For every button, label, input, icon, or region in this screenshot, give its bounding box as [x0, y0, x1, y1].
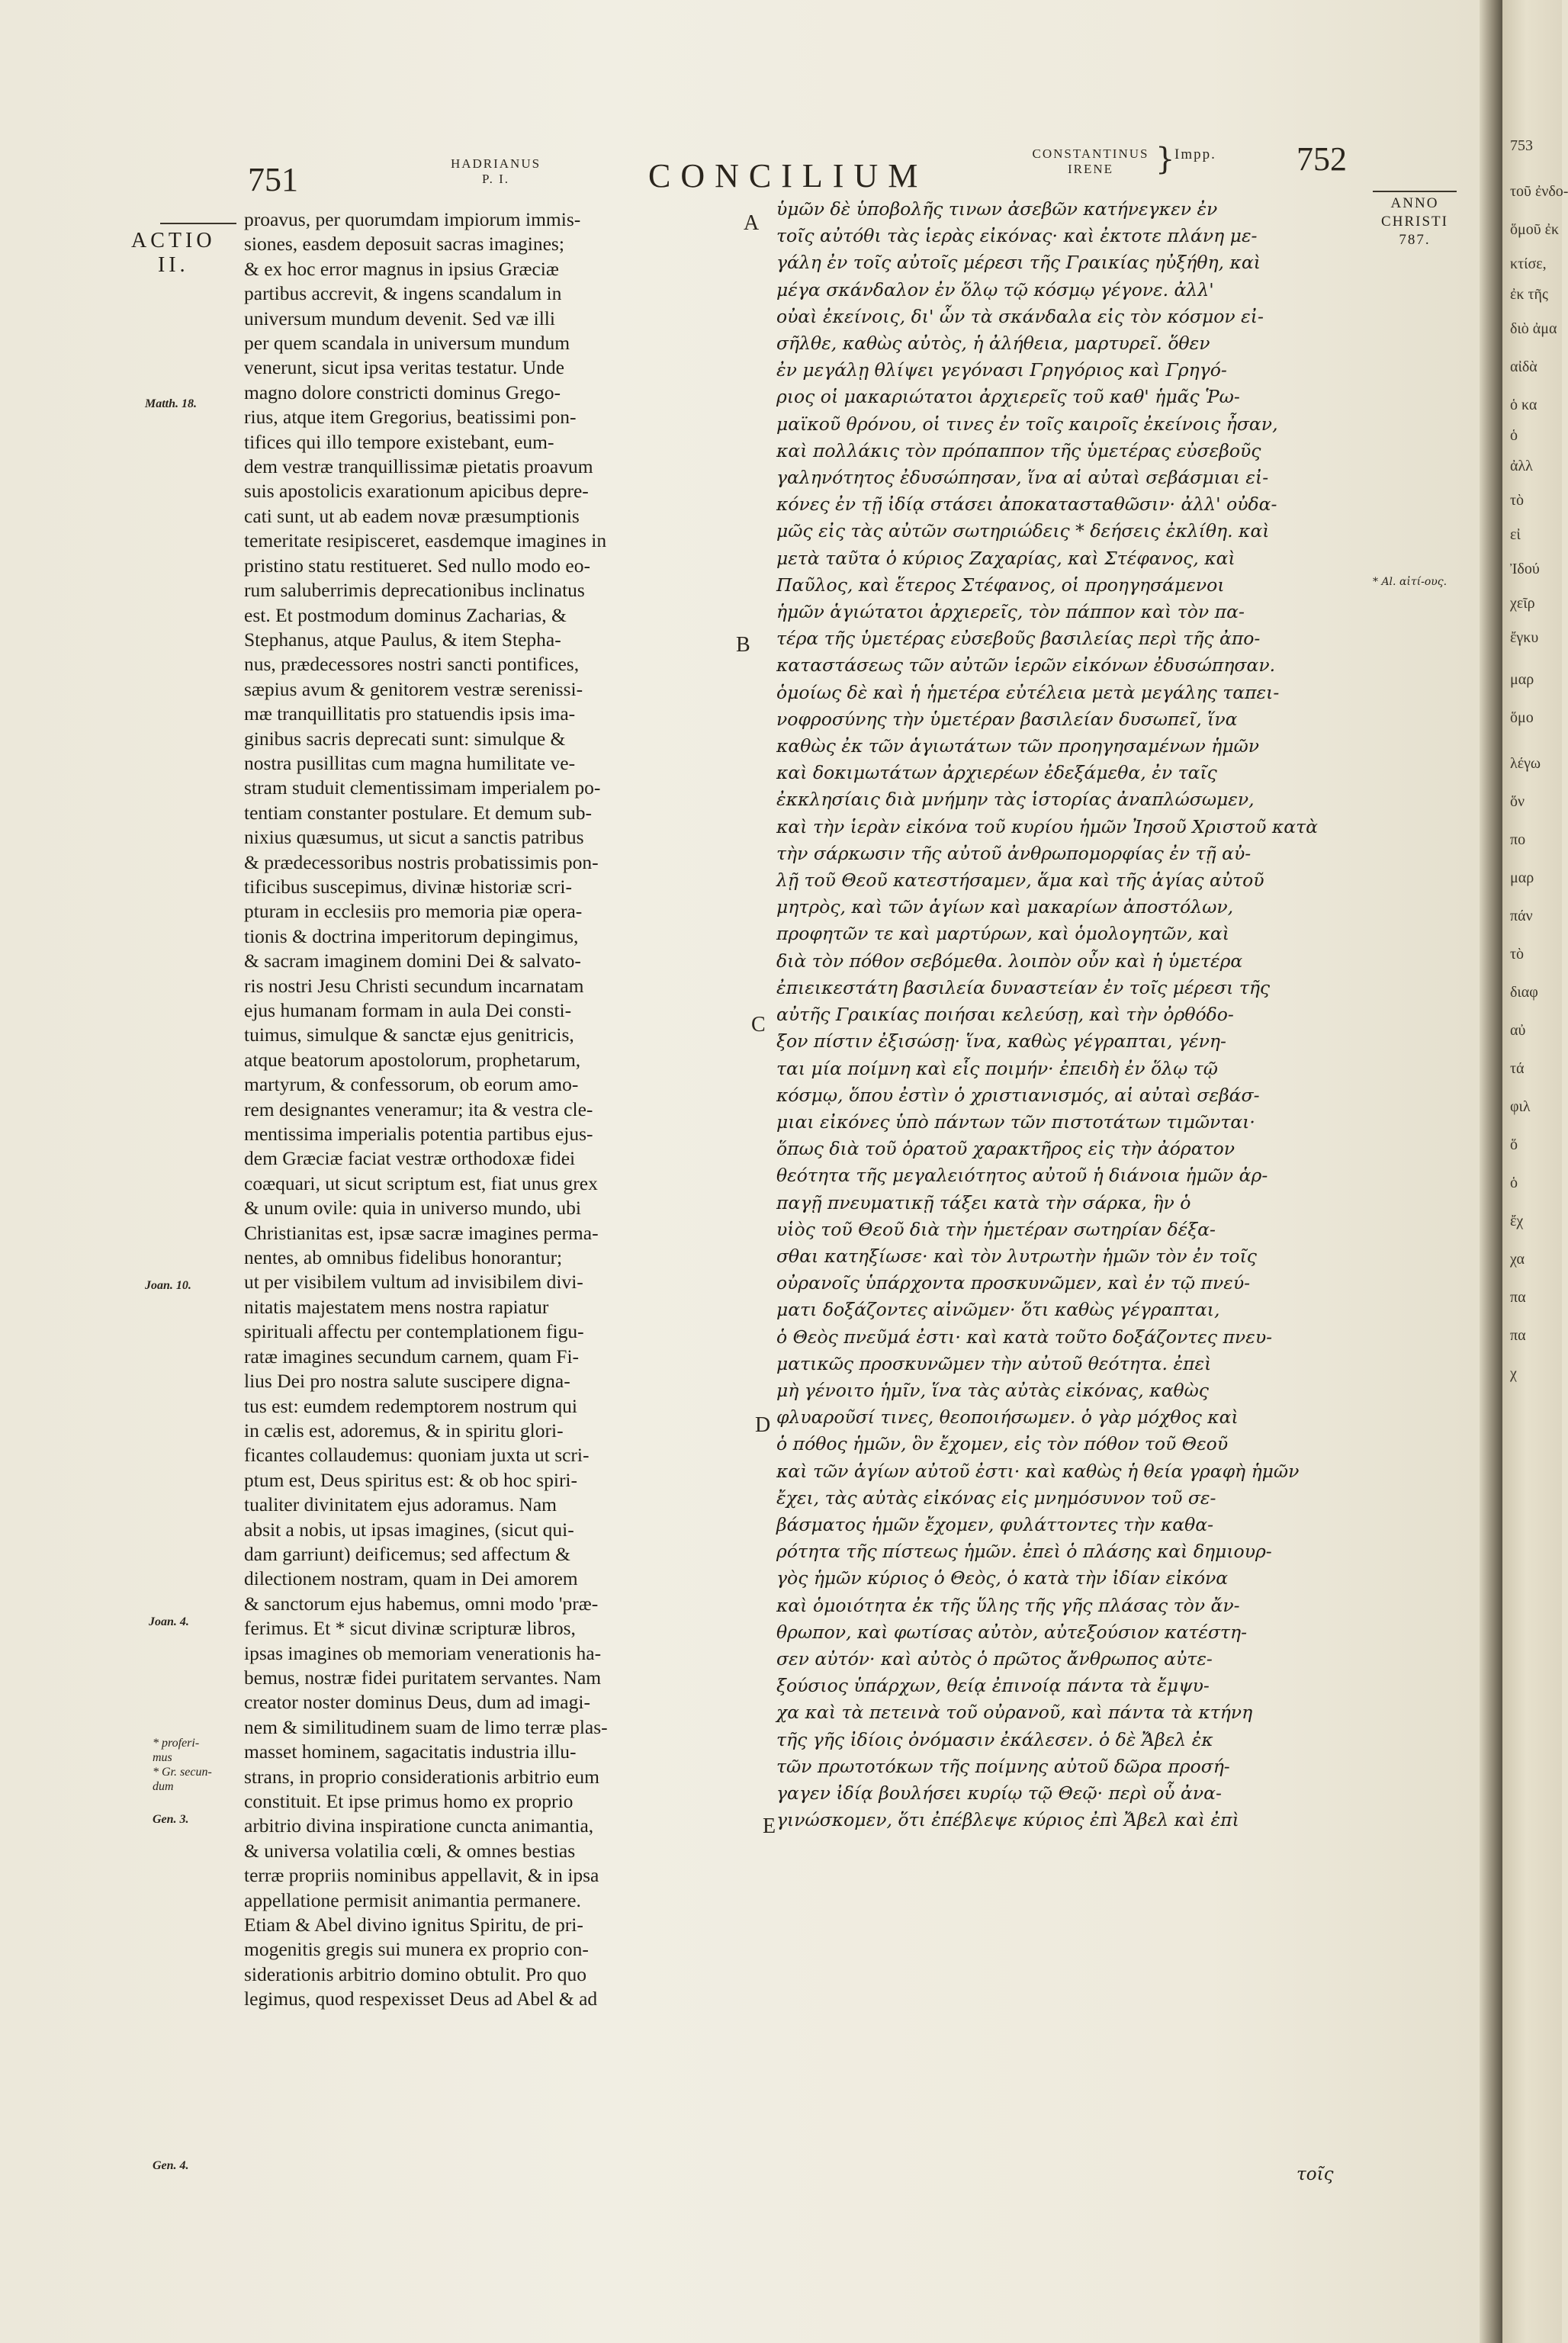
latin-text-line: sæpius avum & genitorem vestræ serenissi-	[244, 677, 583, 700]
facing-page-fragment: τὸ	[1510, 492, 1525, 509]
pope-name: HADRIANUS	[450, 156, 541, 171]
year-value: 787.	[1399, 232, 1431, 248]
latin-text-line: nitatis majestatem mens nostra rapiatur	[244, 1295, 549, 1318]
greek-text-line: τὴν σάρκωσιν τῆς αὐτοῦ ἀνθρωπομορφίας ἐν τῇ αὐ-	[776, 842, 1252, 864]
facing-page-fragment: λέγω	[1510, 755, 1541, 772]
latin-text-line: arbitrio divina inspiratione cuncta animantia,	[244, 1814, 594, 1837]
facing-page-fragment: 753	[1510, 137, 1533, 154]
latin-text-line: venerunt, sicut ipsa veritas testatur. Unde	[244, 356, 564, 379]
greek-text-line: ξούσιος ὑπάρχων, θείᾳ ἐπινοίᾳ πάντα τὰ ἔμψυ-	[776, 1675, 1210, 1697]
latin-text-line: Stephanus, atque Paulus, & item Stepha-	[244, 628, 561, 651]
note-line: * proferi-	[153, 1737, 200, 1750]
greek-text-line: γάλη ἐν τοῖς αὐτοῖς μέρεσι τῆς Γραικίας ηὐξήθη, καὶ	[776, 252, 1261, 274]
greek-text-line: οὐαὶ ἐκείνοις, δι' ὧν τὰ σκάνδαλα εἰς τὸν κόσμον εἰ-	[776, 305, 1264, 327]
note-line: * Gr. secun-	[153, 1766, 212, 1779]
greek-column	[776, 196, 1371, 1834]
greek-text-line: διὰ τὸν πόθον σεβόμεθα. λοιπὸν οὖν καὶ ἡ ὑμετέρα	[776, 950, 1243, 972]
facing-page-fragment: κτίσε,	[1510, 256, 1547, 272]
facing-page-fragment: εἰ	[1510, 526, 1521, 543]
latin-text-line: nem & similitudinem suam de limo terræ plas-	[244, 1715, 608, 1738]
greek-text-line: τῆς γῆς ἰδίοις ὀνόμασιν ἐκάλεσεν. ὁ δὲ Ἄβελ ἐκ	[776, 1728, 1213, 1750]
anno-word: ANNO	[1390, 195, 1439, 211]
latin-text-line: proavus, per quorumdam impiorum immis-	[244, 208, 581, 230]
facing-page-fragment: ὅν	[1510, 793, 1525, 810]
greek-text-line: μετὰ ταῦτα ὁ κύριος Ζαχαρίας, καὶ Στέφανος, καὶ	[776, 547, 1235, 569]
facing-page-fragment: ὁ κα	[1510, 397, 1537, 413]
greek-text-line: ἔχει, τὰς αὐτὰς εἰκόνας εἰς μνημόσυνον τοῦ σε-	[776, 1486, 1216, 1509]
book-gutter	[1480, 0, 1502, 2343]
actio-label	[131, 229, 216, 278]
latin-text-line: terræ propriis nominibus appellavit, & in ipsa	[244, 1864, 599, 1887]
greek-text-line: καὶ τῶν ἁγίων αὐτοῦ ἐστι· καὶ καθὼς ἡ θεία γραφὴ ἡμῶν	[776, 1460, 1300, 1482]
section-letter-a: A	[744, 211, 760, 235]
latin-text-line: Christianitas est, ipsæ sacræ imagines perma-	[244, 1221, 599, 1244]
latin-text-line: Etiam & Abel divino ignitus Spiritu, de pri-	[244, 1914, 583, 1936]
greek-text-line: νοφροσύνης τὴν ὑμετέραν βασιλείαν δυσωπεῖ, ἵνα	[776, 708, 1238, 730]
greek-text-line: σῆλθε, καθὼς αὐτὸς, ἡ ἀλήθεια, μαρτυρεῖ. ὅθεν	[776, 333, 1210, 355]
facing-page-fragment: ἔγκυ	[1510, 629, 1539, 646]
greek-text-line: ὁ Θεὸς πνεῦμά ἐστι· καὶ κατὰ τοῦτο δοξάζοντες πνευ-	[776, 1326, 1273, 1348]
latin-text-line: masset hominem, sagacitatis industria illu-	[244, 1740, 577, 1763]
latin-text-line: est. Et postmodum dominus Zacharias, &	[244, 603, 567, 626]
greek-text-line: γαληνότητος ἐδυσώπησαν, ἵνα αἱ αὐταὶ σεβάσμιαι εἰ-	[776, 467, 1269, 489]
facing-page-fragment: ἔχ	[1510, 1213, 1524, 1229]
greek-text-line: θεότητα τῆς μεγαλειότητος αὐτοῦ ἡ διάνοια ἡμῶν ἁρ-	[776, 1165, 1268, 1187]
brace-glyph: }	[1155, 142, 1175, 177]
latin-text-line: magno dolore constricti dominus Grego-	[244, 381, 561, 403]
latin-text-line: tionis & doctrina imperitorum depingimus,	[244, 924, 579, 947]
greek-text-line: χα καὶ τὰ πετεινὰ τοῦ οὐρανοῦ, καὶ πάντα τὰ κτήνη	[776, 1702, 1253, 1724]
greek-text-line: μὴ γένοιτο ἡμῖν, ἵνα τὰς αὐτὰς εἰκόνας, καθὼς	[776, 1379, 1209, 1401]
actio-word: ACTIO	[131, 229, 216, 252]
facing-page-fragment: ὅμο	[1510, 709, 1534, 726]
latin-text-line: tentiam constanter postulare. Et demum sub-	[244, 801, 593, 824]
facing-page-fragment: Ἰδού	[1510, 561, 1540, 577]
margin-note-gen-4: Gen. 4.	[153, 2159, 189, 2172]
greek-text-line: κόνες ἐν τῇ ἰδίᾳ στάσει ἀποκατασταθῶσιν· ἀλλ' οὐδα-	[776, 493, 1277, 516]
latin-text-line: dilectionem nostram, quam in Dei amorem	[244, 1567, 578, 1590]
running-head-emperors	[1022, 146, 1159, 177]
latin-text-line: pturam in ecclesiis pro memoria piæ opera-	[244, 900, 583, 923]
facing-page-fragment: πα	[1510, 1289, 1526, 1306]
facing-page-fragment: τά	[1510, 1060, 1525, 1077]
facing-page-fragment: χ	[1510, 1365, 1517, 1382]
latin-text-line: universum mundum devenit. Sed væ illi	[244, 307, 555, 329]
greek-text-line: λῇ τοῦ Θεοῦ κατεστήσαμεν, ἅμα καὶ τῆς ἁγίας αὐτοῦ	[776, 869, 1264, 892]
margin-note-gen-3: Gen. 3.	[153, 1813, 189, 1826]
latin-text-line: constituit. Et ipse primus homo ex proprio	[244, 1790, 574, 1812]
note-line: dum	[153, 1780, 174, 1793]
greek-text-line: ὁ πόθος ἡμῶν, ὃν ἔχομεν, εἰς τὸν πόθον τοῦ Θεοῦ	[776, 1433, 1229, 1455]
facing-page-fragment: πα	[1510, 1327, 1526, 1344]
greek-text-line: οὐρανοῖς ὑπάρχοντα προσκυνῶμεν, καὶ ἐν τῷ πνεύ-	[776, 1272, 1251, 1294]
greek-text-line: ματικῶς προσκυνῶμεν τὴν αὐτοῦ θεότητα. ἐπεὶ	[776, 1352, 1212, 1374]
facing-page-fragment: πο	[1510, 831, 1526, 848]
christi-word: CHRISTI	[1381, 214, 1448, 230]
facing-page-fragment: τοῦ ἐνδο-	[1510, 183, 1568, 200]
greek-text-line: σεν αὐτόν· καὶ αὐτὸς ὁ πρῶτος ἄνθρωπος αὐτε-	[776, 1647, 1213, 1670]
greek-text-line: καὶ ὁμοιότητα ἐκ τῆς ὕλης τῆς γῆς πλάσας τὸν ἄν-	[776, 1594, 1240, 1616]
latin-text-line: & ex hoc error magnus in ipsius Græciæ	[244, 257, 559, 280]
latin-text-line: partibus accrevit, & ingens scandalum in	[244, 282, 562, 305]
facing-page-fragment: πάν	[1510, 908, 1533, 924]
latin-text-line: absit a nobis, ut ipsas imagines, (sicut qui-	[244, 1518, 574, 1541]
latin-text-line: cati sunt, ut ab eadem novæ præsumptionis	[244, 504, 580, 527]
greek-text-line: ξον πίστιν ἐξισώσῃ· ἵνα, καθὼς γέγραπται, γένη-	[776, 1030, 1226, 1053]
latin-text-line: siones, easdem deposuit sacras imagines;	[244, 233, 564, 256]
latin-text-line: rius, atque item Gregorius, beatissimi pon-	[244, 406, 577, 429]
year-note	[1373, 194, 1457, 249]
latin-text-line: mentissima imperialis potentia partibus ejus-	[244, 1123, 593, 1146]
latin-text-line: lius Dei pro nostra salute suscipere digna-	[244, 1370, 570, 1393]
greek-text-line: παγῇ πνευματικῇ τάξει κατὰ τὴν σάρκα, ἣν ὁ	[776, 1191, 1191, 1213]
latin-text-line: temeritate resipisceret, easdemque imagines in	[244, 529, 607, 552]
greek-text-line: υἱὸς τοῦ Θεοῦ διὰ τὴν ἡμετέραν σωτηρίαν δέξα-	[776, 1218, 1216, 1240]
latin-text-line: creator noster dominus Deus, dum ad imagi-	[244, 1691, 590, 1714]
facing-page-edge	[1502, 0, 1568, 2343]
facing-page-fragment: ὅμοῦ ἐκ	[1510, 221, 1560, 238]
greek-text-line: ἡμῶν ἁγιώτατοι ἀρχιερεῖς, τὸν πάππον καὶ τὸν πα-	[776, 601, 1245, 623]
facing-page-fragment: ἀλλ	[1510, 458, 1533, 474]
latin-text-line: ginibus sacris deprecati sunt: simulque &	[244, 727, 566, 750]
page-number-left: 751	[248, 161, 298, 198]
facing-page-fragment: αἰδὰ	[1510, 358, 1537, 375]
facing-page-fragment: χεῖρ	[1510, 595, 1535, 612]
facing-page-fragment: φιλ	[1510, 1098, 1531, 1115]
facing-page-fragment: χα	[1510, 1251, 1525, 1268]
greek-text-line: ἐκκλησίαις διὰ μνήμην τὰς ἱστορίας ἀναπλώσωμεν,	[776, 789, 1255, 811]
latin-text-line: nostra pusillitas cum magna humilitate ve-	[244, 751, 576, 774]
latin-text-line: tificibus suscepimus, divinæ historiæ scri-	[244, 875, 572, 898]
greek-text-line: βάσματος ἡμῶν ἔχομεν, φυλάττοντες τὴν καθα-	[776, 1513, 1214, 1535]
note-line: mus	[153, 1751, 172, 1764]
greek-text-line: προφητῶν τε καὶ μαρτύρων, καὶ ὁμολογητῶν, καὶ	[776, 923, 1229, 945]
latin-text-line: ut per visibilem vultum ad invisibilem divi-	[244, 1271, 583, 1294]
greek-text-line: μιαι εἰκόνες ὑπὸ πάντων τῶν πιστοτάτων τιμῶνται·	[776, 1110, 1255, 1133]
facing-page-fragment: αὐ	[1510, 1022, 1526, 1039]
margin-note-matth: Matth. 18.	[145, 397, 198, 410]
greek-text-line: ὁμοίως δὲ καὶ ἡ ἡμετέρα εὐτέλεια μετὰ μεγάλης ταπει-	[776, 681, 1280, 703]
greek-text-line: γινώσκομεν, ὅτι ἐπέβλεψε κύριος ἐπὶ Ἄβελ καὶ ἐπὶ	[776, 1809, 1239, 1831]
latin-text-line: tus est: eumdem redemptorem nostrum qui	[244, 1394, 577, 1417]
facing-page-fragment: ὁ	[1510, 427, 1518, 444]
latin-text-line: spirituali affectu per contemplationem figu-	[244, 1320, 584, 1343]
greek-text-line: κόσμῳ, ὅπου ἐστὶν ὁ χριστιανισμός, αἱ αὐταὶ σεβάσ-	[776, 1084, 1260, 1106]
facing-page-fragment: τὸ	[1510, 946, 1525, 963]
emperor-name-2: IRENE	[1067, 162, 1114, 176]
latin-text-line: legimus, quod respexisset Deus ad Abel & ad	[244, 1988, 598, 2010]
catchword: τοῖς	[1296, 2165, 1334, 2184]
greek-text-line: φλυαροῦσί τινες, θεοποιήσωμεν. ὁ γὰρ μόχθος καὶ	[776, 1406, 1239, 1429]
greek-text-line: σθαι κατηξίωσε· καὶ τὸν λυτρωτὴν ἡμῶν τὸν ἐν τοῖς	[776, 1245, 1257, 1267]
running-head-pope	[442, 156, 549, 187]
actio-number: II.	[157, 253, 189, 277]
greek-text-line: τέρα τῆς ὑμετέρας εὐσεβοῦς βασιλείας περὶ τῆς ἀπο-	[776, 628, 1261, 650]
latin-text-line: tualiter divinitatem ejus adoramus. Nam	[244, 1493, 557, 1516]
running-head-impp: Impp.	[1174, 146, 1216, 162]
section-letter-c: C	[751, 1013, 766, 1037]
latin-text-line: & unum ovile: quia in universo mundo, ubi	[244, 1197, 581, 1220]
greek-text-line: ται μία ποίμνη καὶ εἷς ποιμήν· ἐπειδὴ ἐν ὅλῳ τῷ	[776, 1057, 1218, 1079]
latin-text-line: martyrum, & confessorum, ob eorum amo-	[244, 1073, 579, 1096]
greek-text-line: Παῦλος, καὶ ἕτερος Στέφανος, οἱ προηγησάμενοι	[776, 574, 1225, 596]
margin-rule-right	[1373, 191, 1457, 192]
section-letter-b: B	[736, 633, 750, 657]
greek-text-line: γαγεν ἰδίᾳ βουλήσει κυρίῳ τῷ Θεῷ· περὶ οὗ ἀνα-	[776, 1782, 1222, 1804]
latin-text-line: nixius quæsumus, ut sicut a sanctis patribus	[244, 826, 584, 849]
latin-text-line: ris nostri Jesu Christi secundum incarnatam	[244, 974, 584, 997]
latin-text-line: tifices qui illo tempore existebant, eum-	[244, 430, 554, 453]
latin-text-line: dem vestræ tranquillissimæ pietatis proavum	[244, 455, 593, 478]
greek-text-line: καταστάσεως τῶν αὐτῶν ἱερῶν εἰκόνων ἐδυσώπησαν.	[776, 654, 1276, 677]
emperor-name-1: CONSTANTINUS	[1032, 146, 1149, 161]
latin-text-line: ficantes collaudemus: quoniam juxta ut scri-	[244, 1444, 590, 1467]
latin-text-line: per quem scandala in universum mundum	[244, 332, 570, 355]
page-title: CONCILIUM	[648, 157, 928, 194]
latin-text-line: & sanctorum ejus habemus, omni modo 'præ-	[244, 1592, 599, 1615]
latin-column	[244, 207, 763, 2012]
latin-text-line: pristino statu restitueret. Sed nullo modo eo-	[244, 554, 590, 577]
margin-rule-left	[160, 223, 236, 224]
latin-text-line: bemus, nostræ fidei puritatem servantes. Nam	[244, 1666, 602, 1689]
greek-text-line: καὶ δοκιμωτάτων ἀρχιερέων ἐδεξάμεθα, ἐν ταῖς	[776, 762, 1217, 784]
facing-page-fragment: διαφ	[1510, 984, 1538, 1001]
latin-text-line: mogenitis gregis sui munera ex proprio con-	[244, 1938, 589, 1961]
greek-text-line: τοῖς αὐτόθι τὰς ἱερὰς εἰκόνας· καὶ ἐκτοτε πλάνη με-	[776, 225, 1258, 247]
greek-text-line: ριος οἱ μακαριώτατοι ἀρχιερεῖς τοῦ καθ' ἡμᾶς Ῥω-	[776, 386, 1240, 408]
margin-note-joan-10: Joan. 10.	[145, 1279, 191, 1292]
latin-text-line: dem Græciæ faciat vestræ orthodoxæ fidei	[244, 1147, 576, 1170]
pope-number: P. I.	[482, 172, 509, 186]
greek-text-line: γὸς ἡμῶν κύριος ὁ Θεὸς, ὁ κατὰ τὴν ἰδίαν εἰκόνα	[776, 1567, 1229, 1589]
latin-text-line: & prædecessoribus nostris probatissimis pon-	[244, 850, 599, 873]
latin-text-line: ejus humanam formam in aula Dei consti-	[244, 999, 572, 1021]
latin-text-line: suis apostolicis exarationum apicibus depre-	[244, 480, 589, 503]
greek-text-line: καὶ τὴν ἱερὰν εἰκόνα τοῦ κυρίου ἡμῶν Ἰησοῦ Χριστοῦ κατὰ	[776, 815, 1319, 837]
greek-text-line: καὶ πολλάκις τὸν πρόπαππον τῆς ὑμετέρας εὐσεβοῦς	[776, 439, 1261, 461]
greek-text-line: μαϊκοῦ θρόνου, οἱ τινες ἐν τοῖς καιροῖς ἐκείνοις ἦσαν,	[776, 413, 1278, 435]
facing-page-fragment: ὅ	[1510, 1136, 1518, 1153]
latin-text-line: dam garriunt) deificemus; sed affectum &	[244, 1542, 570, 1565]
greek-text-line: ἐπιεικεστάτη βασιλεία δυναστείαν ἐν τοῖς μέρεσι τῆς	[776, 976, 1271, 998]
latin-text-line: coæquari, ut sicut scriptum est, fiat unus grex	[244, 1172, 598, 1194]
latin-text-line: mæ tranquillitatis pro statuendis ipsis ima-	[244, 702, 576, 725]
facing-page-fragment: μαρ	[1510, 869, 1534, 886]
latin-text-line: siderationis arbitrio domino obtulit. Pro quo	[244, 1962, 587, 1985]
facing-page-fragment: διὸ ἀμα	[1510, 320, 1557, 337]
greek-text-line: μέγα σκάνδαλον ἐν ὅλῳ τῷ κόσμῳ γέγονε. ἀλλ'	[776, 278, 1214, 301]
latin-text-line: stram studuit clementissimam imperialem po-	[244, 776, 601, 799]
latin-text-line: nentes, ab omnibus fidelibus honorantur;	[244, 1246, 563, 1269]
latin-text-line: strans, in proprio considerationis arbitrio eum	[244, 1765, 599, 1788]
latin-text-line: rem designantes veneramur; ita & vestra cle-	[244, 1098, 593, 1120]
margin-note-proferimus	[153, 1736, 212, 1794]
latin-text-line: rum saluberrimis deprecationibus inclinatus	[244, 579, 585, 602]
greek-text-line: ἐν μεγάλῃ θλίψει γεγόνασι Γρηγόριος καὶ Γρηγό-	[776, 359, 1227, 381]
greek-text-line: τῶν πρωτοτόκων τῆς ποίμνης αὐτοῦ δῶρα προσή-	[776, 1755, 1230, 1777]
section-letter-d: D	[755, 1413, 771, 1437]
margin-note-joan-4: Joan. 4.	[149, 1615, 189, 1628]
latin-text-line: appellatione permisit animantia permanere.	[244, 1888, 581, 1911]
latin-text-line: in cælis est, adoremus, & in spiritu glori-	[244, 1419, 564, 1441]
facing-page-fragment: μαρ	[1510, 671, 1534, 688]
greek-text-line: ὑμῶν δὲ ὑποβολῆς τινων ἀσεβῶν κατήνεγκεν ἐν	[776, 198, 1218, 220]
greek-text-line: αὐτῆς Γραικίας ποιήσαι κελεύσῃ, καὶ τὴν ὀρθόδο-	[776, 1004, 1234, 1026]
facing-page-fragment: ἐκ τῆς	[1510, 286, 1548, 303]
latin-text-line: nus, prædecessores nostri sancti pontifices,	[244, 653, 580, 676]
latin-text-line: & sacram imaginem domini Dei & salvato-	[244, 950, 581, 972]
latin-text-line: atque beatorum apostolorum, prophetarum,	[244, 1048, 581, 1071]
greek-text-line: μητρὸς, καὶ τῶν ἁγίων καὶ μακαρίων ἀποστόλων,	[776, 896, 1234, 918]
latin-text-line: ptum est, Deus spiritus est: & ob hoc spiri-	[244, 1468, 578, 1491]
latin-text-line: tuimus, simulque & sanctæ ejus genitricis,	[244, 1024, 574, 1046]
greek-text-line: ματι δοξάζοντες αἰνῶμεν· ὅτι καθὼς γέγραπται,	[776, 1299, 1220, 1321]
greek-text-line: θρωπον, καὶ φωτίσας αὐτὸν, αὐτεξούσιον κατέστη-	[776, 1621, 1248, 1643]
latin-text-line: ferimus. Et * sicut divinæ scripturæ libros,	[244, 1617, 576, 1640]
facing-page-fragment: ὁ	[1510, 1175, 1518, 1191]
greek-text-line: καθὼς ἐκ τῶν ἁγιωτάτων τῶν προηγησαμένων ἡμῶν	[776, 735, 1260, 757]
section-letter-e: E	[763, 1814, 776, 1838]
greek-text-line: ὅπως διὰ τοῦ ὁρατοῦ χαρακτῆρος εἰς τὴν ἀόρατον	[776, 1138, 1235, 1160]
margin-note-variant: * Al. αἰτί-ους.	[1373, 576, 1448, 588]
latin-text-line: & universa volatilia cœli, & omnes bestias	[244, 1839, 576, 1862]
latin-text-line: ratæ imagines secundum carnem, quam Fi-	[244, 1345, 580, 1368]
page-number-right: 752	[1296, 140, 1347, 178]
greek-text-line: ρότητα τῆς πίστεως ἡμῶν. ἐπεὶ ὁ πλάσης καὶ δημιουρ-	[776, 1541, 1272, 1563]
greek-text-line: μῶς εἰς τὰς αὐτῶν σωτηριώδεις * δεήσεις ἐκλίθη. καὶ	[776, 520, 1270, 542]
latin-text-line: ipsas imagines ob memoriam venerationis ha-	[244, 1641, 602, 1664]
